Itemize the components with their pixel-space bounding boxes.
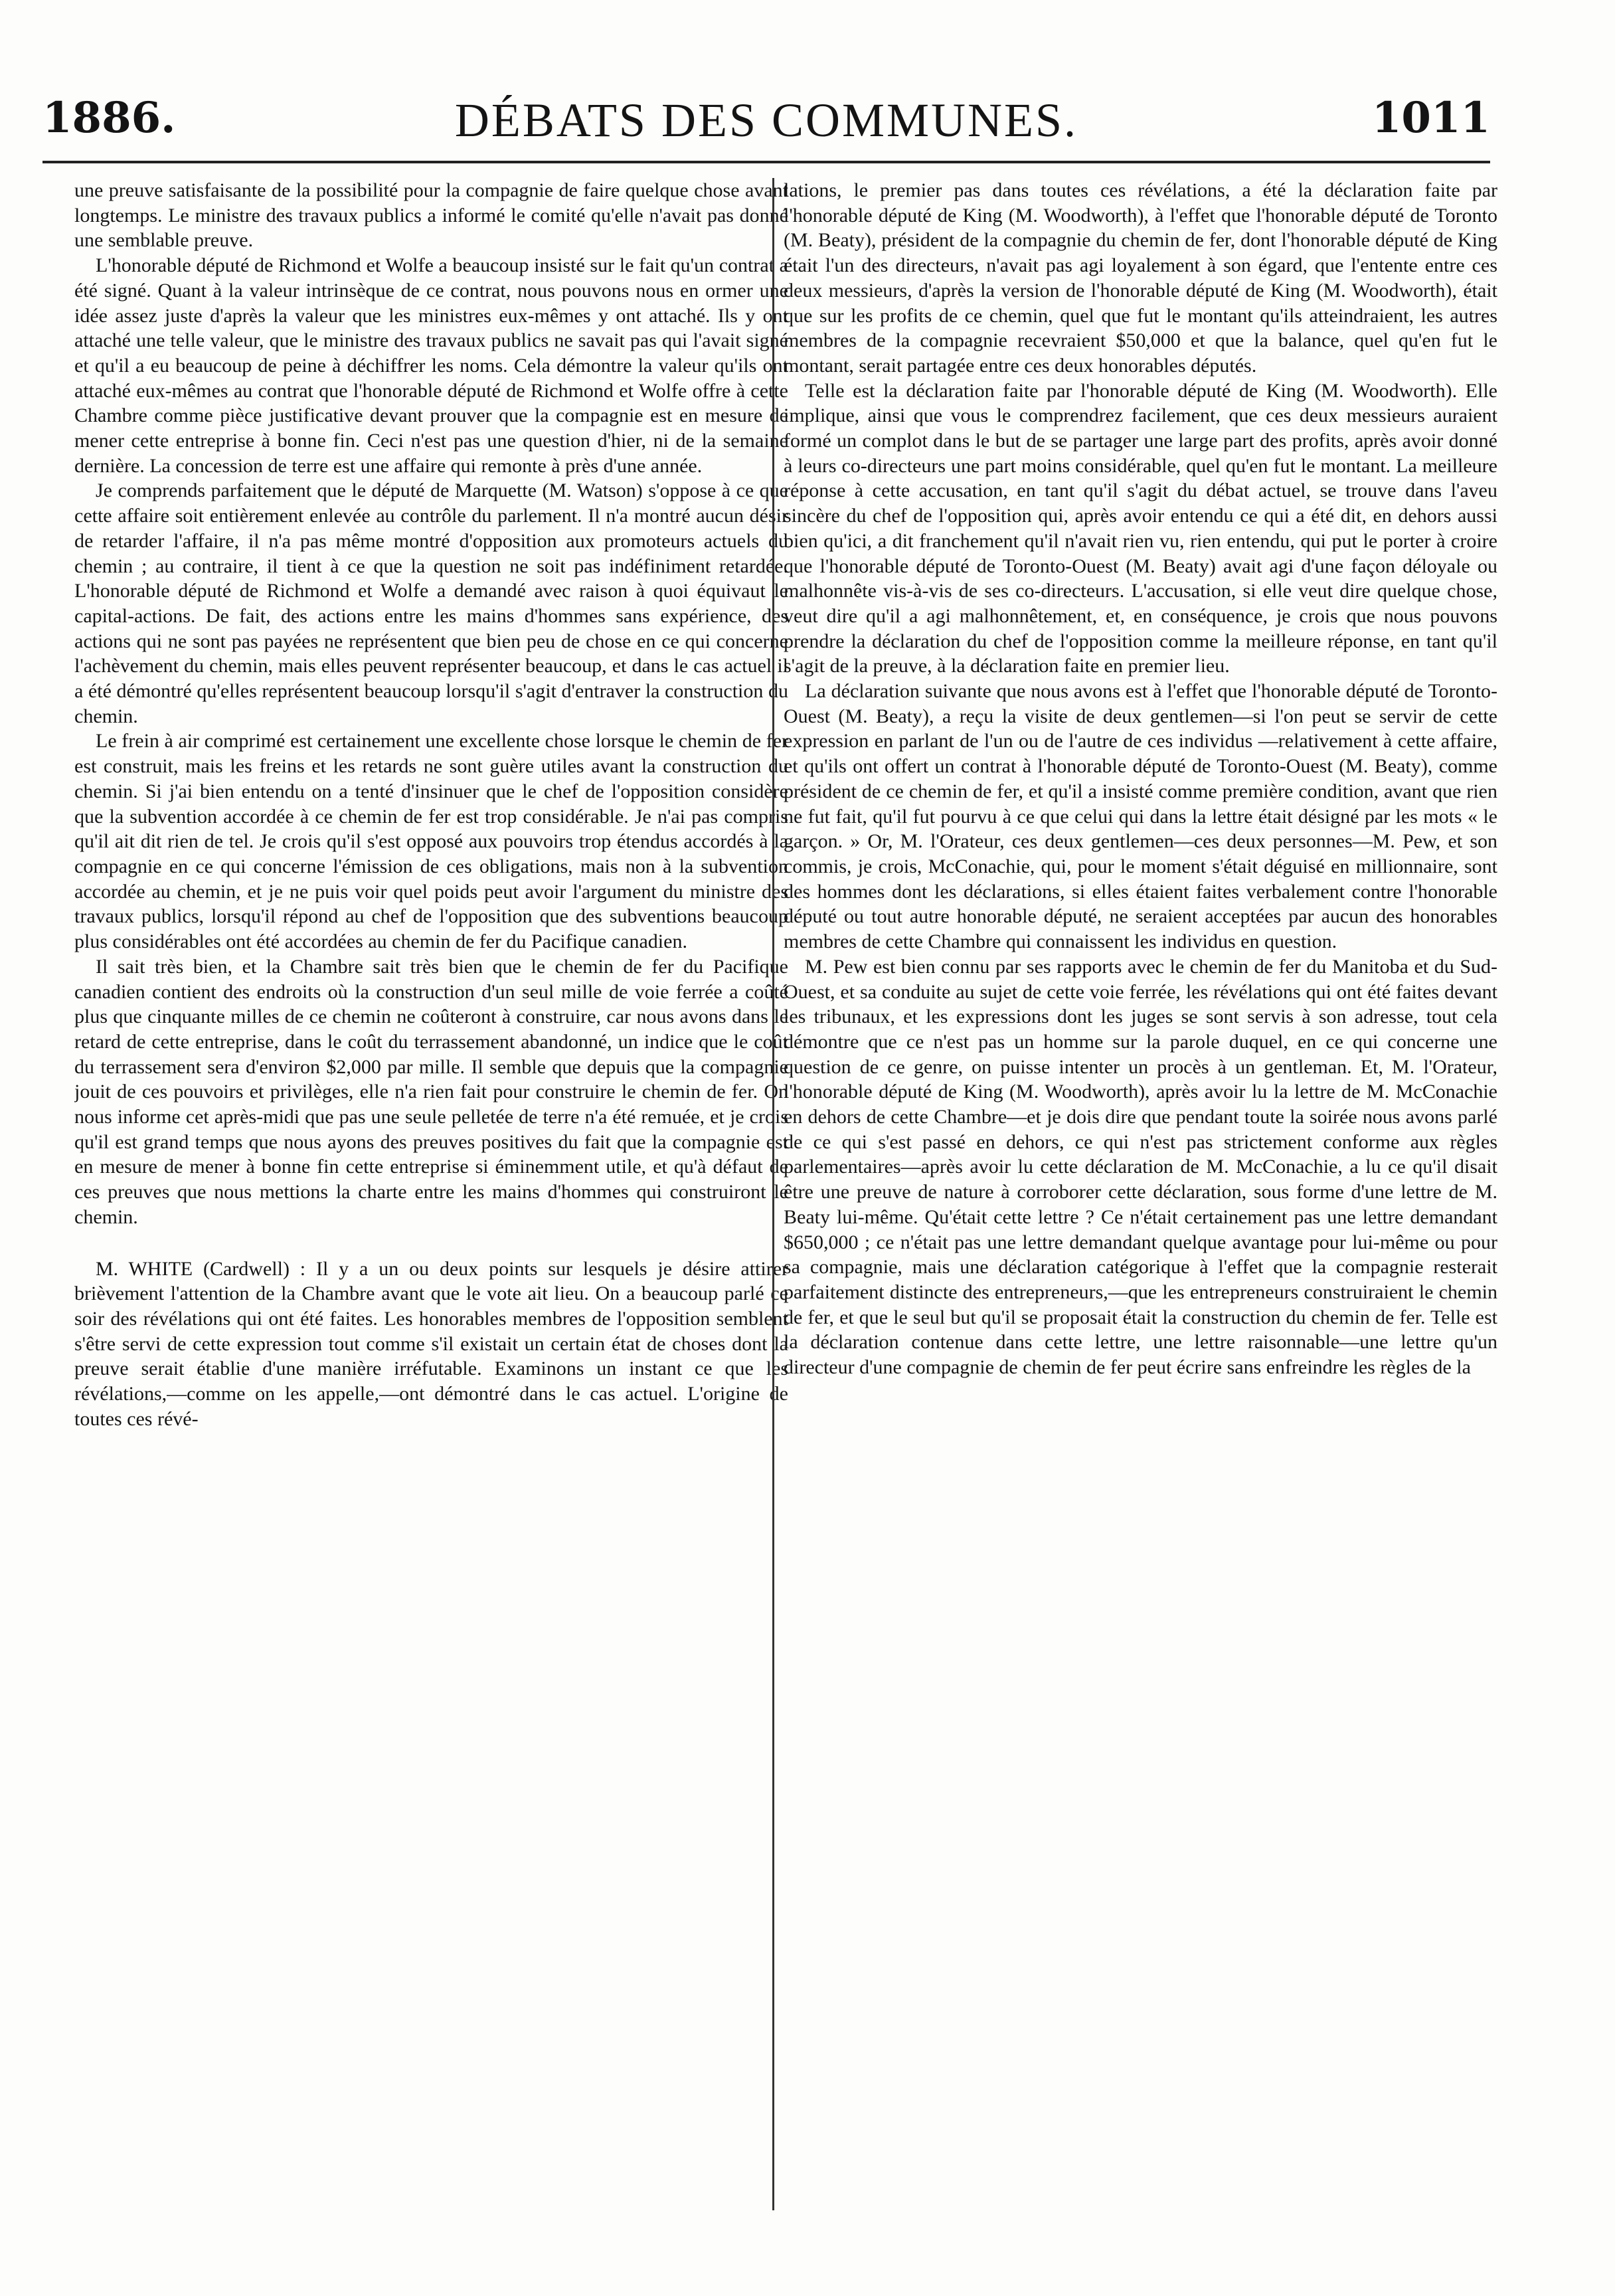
header-page-number: 1011: [1371, 93, 1490, 143]
paragraph: L'honorable député de Richmond et Wolfe a beaucoup insisté sur le fait qu'un contrat a été signé. Quant à la valeur intrinsèque de ce contrat, nous pouvons nous en ormer une idée assez juste d'après la valeur que les ministres eux-mêmes y ont attaché. Ils y ont attaché une telle valeur, que le ministre des travaux publics ne savait pas qui l'avait signé et qu'il a eu beaucoup de peine à déchiffrer les noms. Cela démontre la valeur qu'ils ont attaché eux-mêmes au contrat que l'honorable député de Richmond et Wolfe offre à cette Chambre comme pièce justificative devant prouver que la compagnie est en mesure de mener cette entreprise à bonne fin. Ceci n'est pas une question d'hier, ni de la semaine dernière. La concession de terre est une affaire qui remonte à près d'une année.: [74, 254, 788, 477]
column-divider: [772, 178, 774, 2210]
paragraph: lations, le premier pas dans toutes ces révélations, a été la déclaration faite par l'honorable député de King (M. Woodworth), à l'effet que l'honorable député de Toronto (M. Beaty), président de la compagnie du chemin de fer, dont l'honorable député de King était l'un des directeurs, n'avait pas agi loyalement à son égard, que l'entente entre ces deux messieurs, d'après la version de l'honorable député de King (M. Woodworth), était que sur les profits de ce chemin, quel que fut le montant qu'ils atteindraient, les autres membres de la compagnie recevraient $50,000 et que la balance, quel qu'en fut le montant, serait partagée entre ces deux honorables députés.: [784, 179, 1497, 377]
paragraph: une preuve satisfaisante de la possibilité pour la compagnie de faire quelque chose avant longtemps. Le ministre des travaux publics a informé le comité qu'elle n'avait pas donné une semblable preuve.: [74, 179, 788, 252]
speech-text: (Cardwell) : Il y a un ou deux points sur lesquels je désire attirer brièvement l'attention de la Chambre avant que le vote ait lieu. On a beaucoup parlé ce soir des révélations qui ont été faites. Les honorables membres de l'opposition semblent s'être servi de cette expression tout comme s'il existait un certain état de choses dont la preuve serait établie d'une manière irréfutable. Examinons un instant ce que les révélations,—comme on les appelle,—ont démontré dans le cas actuel. L'origine de toutes ces révé-: [74, 1257, 788, 1430]
header-rule: [42, 161, 1490, 163]
speech-paragraph: [74, 1257, 788, 1432]
paragraph: Telle est la déclaration faite par l'honorable député de King (M. Woodworth). Elle implique, ainsi que vous le comprendrez facilement, que ces deux messieurs auraient formé un complot dans le but de se partager une large part des profits, après avoir donné à leurs co-directeurs une part moins considérable, quel qu'en fut le montant. La meilleure réponse à cette accusation, en tant qu'il s'agit du débat actuel, se trouve dans l'aveu sincère du chef de l'opposition qui, après avoir entendu ce qui a été dit, en dehors aussi bien qu'ici, a dit franchement qu'il n'avait rien vu, rien entendu, qui put le porter à croire que l'honorable député de Toronto-Ouest (M. Beaty) avait agi d'une façon déloyale ou malhonnête vis-à-vis de ses co-directeurs. L'accusation, si elle veut dire quelque chose, veut dire qu'il a agi malhonnêtement, et, en conséquence, je crois que nous pouvons prendre la déclaration du chef de l'opposition comme la meilleure réponse, en tant qu'il s'agit de la preuve, à la déclaration faite en premier lieu.: [784, 379, 1497, 677]
paragraph: M. Pew est bien connu par ses rapports avec le chemin de fer du Manitoba et du Sud-Ouest, et sa conduite au sujet de cette voie ferrée, les révélations qui ont été faites devant les tribunaux, et les expressions dont les juges se sont servis à son adresse, tout cela démontre que ce n'est pas un homme sur la parole duquel, en ce qui concerne une question de ce genre, on puisse intenter un procès à un gentleman. Et, M. l'Orateur, l'honorable député de King (M. Woodworth), après avoir lu la lettre de M. McConachie en dehors de cette Chambre—et je dois dire que pendant toute la soirée nous avons parlé de ce qui s'est passé en dehors, ce qui n'est pas strictement conforme aux règles parlementaires—après avoir lu cette déclaration de M. McConachie, a lu ce qu'il disait être une preuve de nature à corroborer cette déclaration, sous forme d'une lettre de M. Beaty lui-même. Qu'était cette lettre ? Ce n'était certainement pas une lettre demandant $650,000 ; ce n'était pas une lettre demandant quelque avantage pour lui-même ou pour sa compagnie, mais une déclaration catégorique à l'effet que la compagnie resterait parfaitement distincte des entrepreneurs,—que les entrepreneurs construiraient le chemin de fer, et que le seul but qu'il se proposait était la construction du chemin de fer. Telle est la déclaration contenue dans cette lettre, une lettre raisonnable—une lettre qu'un directeur d'une compagnie de chemin de fer peut écrire sans enfreindre les règles de la: [784, 955, 1497, 1379]
paragraph: Je comprends parfaitement que le député de Marquette (M. Watson) s'oppose à ce que cette affaire soit entièrement enlevée au contrôle du parlement. Il n'a montré aucun désir de retarder l'affaire, il n'a pas même montré d'opposition aux promoteurs actuels du chemin ; au contraire, il tient à ce que la question ne soit pas indéfiniment retardée. L'honorable député de Richmond et Wolfe a demandé avec raison à quoi équivaut le capital-actions. De fait, des actions entre les mains d'hommes sans expérience, des actions qui ne sont pas payées ne représentent que bien peu de chose en ce qui concerne l'achèvement du chemin, mais elles peuvent représenter beaucoup, et dans le cas actuel il a été démontré qu'elles représentent beaucoup lorsqu'il s'agit d'entraver la construction du chemin.: [74, 480, 788, 727]
header-year: 1886.: [42, 93, 176, 143]
page-header: [42, 93, 1490, 159]
speaker-name: M. WHITE: [96, 1257, 193, 1280]
left-column: [74, 178, 788, 2210]
paragraph: La déclaration suivante que nous avons est à l'effet que l'honorable député de Toronto-Ouest (M. Beaty), a reçu la visite de deux gentlemen—si l'on peut se servir de cette expression en parlant de l'un ou de l'autre de ces individus —relativement à cette affaire, et qu'ils ont offert un contrat à l'honorable député de Toronto-Ouest (M. Beaty), comme président de ce chemin de fer, et qu'il a insisté comme première condition, avant que rien ne fut fait, qu'il fut pourvu à ce que celui qui dans la lettre était désigné par les mots « le garçon. » Or, M. l'Orateur, ces deux gentlemen—ces deux personnes—M. Pew, et son commis, je crois, McConachie, qui, pour le moment s'était déguisé en millionnaire, sont des hommes dont les déclarations, si elles étaient faites verbalement contre l'honorable député ou tout autre honorable député, ne seraient acceptées par aucun des honorables membres de cette Chambre qui connaissent les individus en question.: [784, 680, 1497, 953]
right-column: [784, 178, 1497, 2210]
paragraph: Le frein à air comprimé est certainement une excellente chose lorsque le chemin de fer est construit, mais les freins et les retards ne sont guère utiles avant la construction du chemin. Si j'ai bien entendu on a tenté d'insinuer que le chef de l'opposition considère que la subvention accordée à ce chemin de fer est trop considérable. Je n'ai pas compris qu'il ait dit rien de tel. Je crois qu'il s'est opposé aux pouvoirs trop étendus accordés à la compagnie en ce qui concerne l'émission de ces obligations, mais non à la subvention accordée au chemin, et je ne puis voir quel poids peut avoir l'argument du ministre des travaux publics, lorsqu'il répond au chef de l'opposition que des subventions beaucoup plus considérables ont été accordées au chemin de fer du Pacifique canadien.: [74, 730, 788, 953]
header-title: DÉBATS DES COMMUNES.: [454, 94, 1078, 147]
section-gap: [74, 1230, 788, 1257]
paragraph: Il sait très bien, et la Chambre sait très bien que le chemin de fer du Pacifique canadien contient des endroits où la construction d'un seul mille de voie ferrée a coûté plus que cinquante milles de ce chemin ne coûteront à construire, car nous avons dans le retard de cette entreprise, dans le coût du terrassement abandonné, un indice que le coût du terrassement sera d'environ $2,000 par mille. Il semble que depuis que la compagnie jouit de ces pouvoirs et privilèges, elle n'a rien fait pour construire le chemin de fer. On nous informe cet après-midi que pas une seule pelletée de terre n'a été remuée, et je crois qu'il est grand temps que nous ayons des preuves positives du fait que la compagnie est en mesure de mener à bonne fin cette entreprise si éminemment utile, et qu'à défaut de ces preuves que nous mettions la charte entre les mains d'hommes qui construiront le chemin.: [74, 955, 788, 1228]
